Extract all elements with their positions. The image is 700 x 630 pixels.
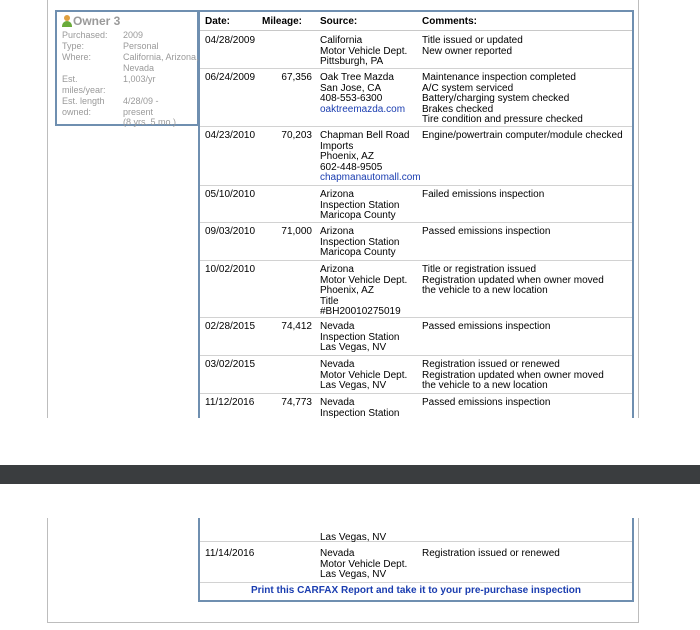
- row-source-line: Arizona: [320, 226, 354, 237]
- row-source-line: Motor Vehicle Dept.: [320, 558, 408, 570]
- owner-field-value-line: present: [123, 106, 154, 117]
- owner-field-row: [62, 96, 198, 128]
- row-comment-line: Registration updated when owner moved: [422, 274, 604, 286]
- row-comment-line: A/C system serviced: [422, 82, 514, 94]
- table-row: [200, 260, 632, 318]
- owner-field-value: [123, 74, 198, 95]
- row-comment-line: Passed emissions inspection: [422, 321, 551, 332]
- row-comment-line: Registration issued or renewed: [422, 359, 560, 370]
- table-row: [200, 126, 632, 186]
- history-table: [198, 10, 634, 420]
- row-date: 11/14/2016: [205, 548, 255, 559]
- owner-field-label: [62, 74, 123, 95]
- row-source: [320, 73, 420, 115]
- owner-field-value-line: Nevada: [123, 62, 155, 73]
- row-source-line: Inspection Station: [320, 236, 400, 248]
- row-source-line: Nevada: [320, 321, 355, 332]
- row-comment-line: Battery/charging system checked: [422, 93, 570, 104]
- row-date: 11/12/2016: [205, 397, 255, 408]
- row-comment-line: Maintenance inspection completed: [422, 72, 576, 83]
- row-source-line: Las Vegas, NV: [320, 380, 387, 391]
- row-source-line: Motor Vehicle Dept.: [320, 45, 408, 57]
- row-mileage: 71,000: [281, 226, 312, 237]
- row-comment-line: Title or registration issued: [422, 264, 537, 275]
- dealer-website-link[interactable]: chapmanautomall.com: [320, 172, 421, 183]
- row-source-line: 602-448-9505: [320, 161, 383, 173]
- row-comment-line: Passed emissions inspection: [422, 397, 551, 408]
- row-source: [320, 322, 420, 354]
- row-comment-line: Engine/powertrain computer/module checked: [422, 130, 623, 141]
- owner-field-value-line: 4/28/09 -: [123, 96, 159, 106]
- owner-field-value: [123, 30, 198, 41]
- row-source: [320, 549, 420, 581]
- row-comment-line: Registration updated when owner moved: [422, 369, 604, 381]
- owner-summary-box: [55, 10, 198, 126]
- owner-field-label-line: Purchased:: [62, 30, 108, 40]
- row-source-line: Arizona: [320, 189, 354, 200]
- owner-field-row: [62, 30, 198, 41]
- table-row: [200, 355, 632, 394]
- row-mileage: 70,203: [281, 130, 312, 141]
- row-comments: [422, 549, 627, 560]
- row-source-line: Imports: [320, 140, 354, 152]
- row-comments: [422, 398, 627, 409]
- row-source-line: Motor Vehicle Dept.: [320, 369, 408, 381]
- row-source-line: #BH20010275019: [320, 306, 401, 317]
- row-mileage: 74,412: [281, 321, 312, 332]
- row-source-line: Inspection Station: [320, 407, 400, 419]
- row-date: 03/02/2015: [205, 359, 256, 370]
- table-row: [200, 542, 632, 583]
- owner-field-value-line: Personal: [123, 41, 159, 51]
- row-comment-line: Tire condition and pressure checked: [422, 114, 583, 125]
- row-date: 05/10/2010: [205, 189, 256, 200]
- row-date: 06/24/2009: [205, 72, 256, 83]
- owner-field-row: [62, 41, 198, 52]
- owner-field-label-line: owned:: [62, 106, 92, 117]
- row-source-line: California: [320, 35, 363, 46]
- header-comments: Comments:: [422, 16, 478, 27]
- row-date: 04/23/2010: [205, 130, 256, 141]
- row-source: [320, 360, 420, 392]
- owner-field-label: [62, 52, 123, 73]
- row-source-line: Phoenix, AZ: [320, 151, 374, 162]
- dealer-website-link[interactable]: oaktreemazda.com: [320, 103, 406, 115]
- row-source-line: Chapman Bell Road: [320, 130, 410, 141]
- owner-field-value: [123, 52, 198, 73]
- row-comments: [422, 131, 627, 142]
- owner-field-row: [62, 74, 198, 95]
- row-source-line: Pittsburgh, PA: [320, 56, 384, 67]
- report-page-top: [47, 0, 639, 420]
- row-source-line: Maricopa County: [320, 247, 396, 258]
- owner-field-label-line: Type:: [62, 41, 85, 51]
- row-source-line: Las Vegas, NV: [320, 532, 387, 543]
- table-row: [200, 393, 632, 420]
- row-source: [320, 265, 420, 318]
- row-comments: [422, 265, 627, 297]
- row-source: [320, 36, 420, 68]
- header-mileage: Mileage:: [262, 16, 303, 27]
- row-source-line: Inspection Station: [320, 199, 400, 211]
- table-row: [200, 317, 632, 356]
- row-comment-line: the vehicle to a new location: [422, 285, 548, 296]
- row-source-line: Inspection Station: [320, 331, 400, 343]
- owner-field-row: [62, 52, 198, 73]
- row-date: 10/02/2010: [205, 264, 256, 275]
- owner-field-value: [123, 96, 198, 128]
- owner-field-value-line: 1,003/yr: [123, 74, 156, 84]
- row-source-line: San Jose, CA: [320, 82, 382, 94]
- row-source-line: Title: [320, 295, 339, 307]
- table-row: [200, 31, 632, 69]
- owner-field-label-line: Est. length: [62, 96, 105, 106]
- owner-person-icon: [62, 15, 72, 27]
- owner-field-value-line: (8 yrs. 5 mo.): [123, 117, 177, 127]
- row-source-line: Arizona: [320, 264, 354, 275]
- row-source-line: Nevada: [320, 397, 355, 408]
- row-date: 02/28/2015: [205, 321, 256, 332]
- row-source-line: Phoenix, AZ: [320, 285, 374, 296]
- header-source: Source:: [320, 16, 358, 27]
- row-source-line: Las Vegas, NV: [320, 342, 387, 353]
- owner-field-value-line: 2009: [123, 30, 144, 40]
- row-source-line: Motor Vehicle Dept.: [320, 274, 408, 286]
- owner-title: [62, 14, 120, 28]
- row-source-line: Nevada: [320, 548, 355, 559]
- row-comment-line: Failed emissions inspection: [422, 189, 545, 200]
- row-comment-line: New owner reported: [422, 45, 513, 57]
- row-source-line: Nevada: [320, 359, 355, 370]
- row-source: [320, 190, 420, 222]
- table-row: [200, 222, 632, 261]
- owner-field-value-line: California, Arizona,: [123, 52, 199, 62]
- row-comment-line: Title issued or updated: [422, 35, 523, 46]
- owner-field-label-line: miles/year:: [62, 84, 106, 95]
- row-comment-line: the vehicle to a new location: [422, 380, 548, 391]
- row-comment-line: Passed emissions inspection: [422, 226, 551, 237]
- print-report-link[interactable]: Print this CARFAX Report and take it to your pre-purchase inspection: [250, 585, 582, 596]
- row-source: [320, 131, 420, 184]
- row-mileage: 67,356: [281, 72, 312, 83]
- row-comments: [422, 190, 627, 201]
- row-comments: [422, 360, 627, 392]
- header-date: Date:: [205, 16, 231, 27]
- owner-field-label-line: Est.: [62, 74, 78, 84]
- row-source: [320, 398, 420, 419]
- owner-field-label: [62, 41, 123, 52]
- row-source-line: Las Vegas, NV: [320, 569, 387, 580]
- row-comment-line: Brakes checked: [422, 103, 494, 115]
- row-mileage: 74,773: [281, 397, 312, 408]
- history-table-continued: [198, 518, 634, 602]
- owner-title-text: Owner 3: [73, 14, 121, 28]
- owner-field-label: [62, 30, 123, 41]
- row-comment-line: Registration issued or renewed: [422, 548, 560, 559]
- row-date: 09/03/2010: [205, 226, 256, 237]
- table-row: [200, 185, 632, 223]
- row-source-line: 408-553-6300: [320, 93, 383, 104]
- owner-field-label-line: Where:: [62, 52, 92, 62]
- row-source: [320, 227, 420, 259]
- row-source-line: Oak Tree Mazda: [320, 72, 394, 83]
- table-row: [200, 68, 632, 127]
- row-date: 04/28/2009: [205, 35, 256, 46]
- page-separator-bar: [0, 465, 700, 484]
- report-page-bottom: [47, 518, 639, 623]
- row-comments: [422, 36, 627, 57]
- row-comments: [422, 73, 627, 126]
- row-comments: [422, 227, 627, 238]
- owner-field-label: [62, 96, 123, 128]
- owner-field-value: [123, 41, 198, 52]
- history-table-header: [200, 12, 632, 31]
- table-row-continued: [200, 518, 632, 542]
- row-comments: [422, 322, 627, 333]
- row-source-line: Maricopa County: [320, 210, 396, 221]
